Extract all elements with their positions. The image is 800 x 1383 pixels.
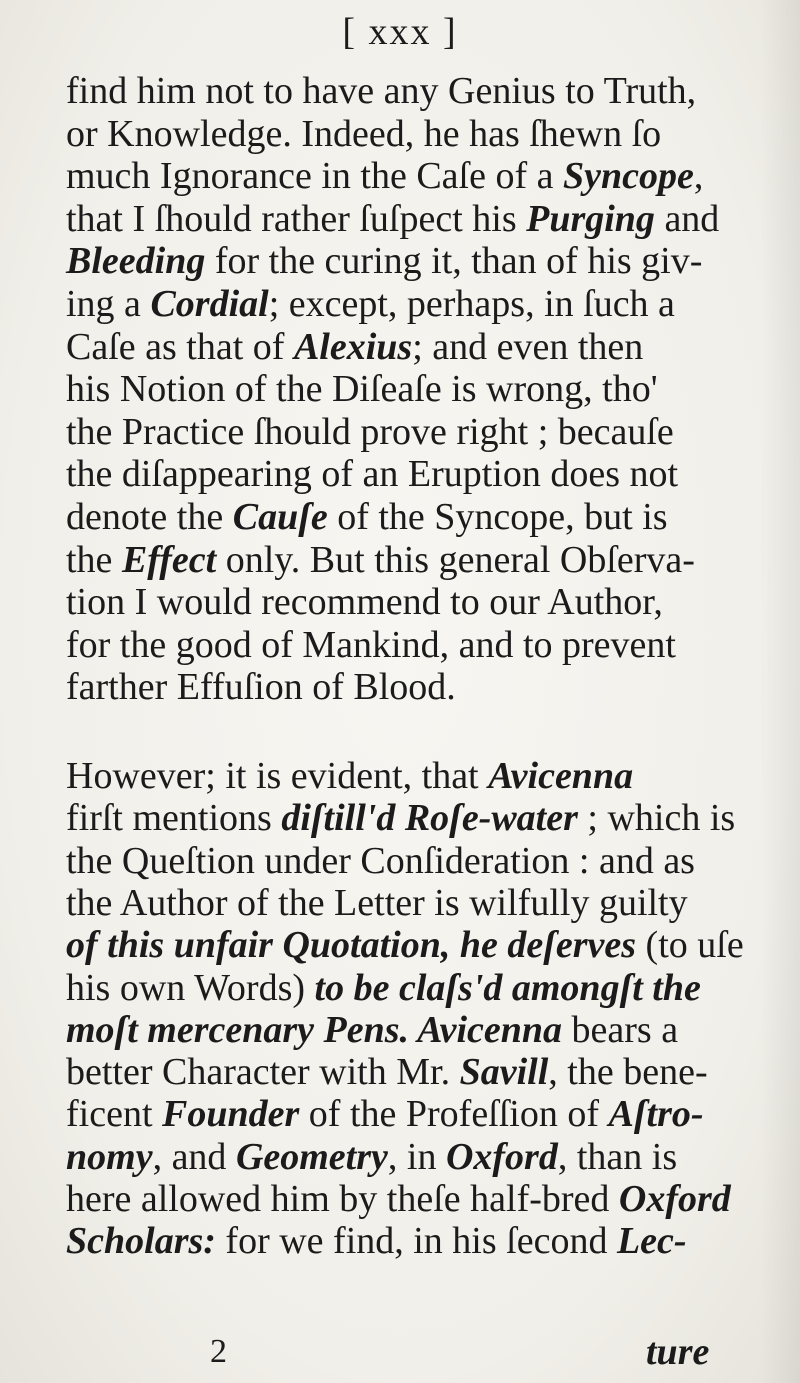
text-line: the Queſtion under Conſideration : and as [66,839,695,882]
text-line: his own Words) to be claſs'd amongſt the [66,966,701,1009]
text-line: tion I would recommend to our Author, [66,581,663,624]
page-edge-shadow [760,0,800,1383]
text-line: the diſappearing of an Eruption does not [66,453,679,496]
text-line: Caſe as that of Alexius; and even then [66,325,644,368]
text-line: farther Effuſion of Blood. [66,666,456,709]
catchword: ture [646,1331,710,1373]
text-line: ficent Founder of the Profeſſion of Aſtro- [66,1093,704,1136]
text-line: that I ſhould rather ſuſpect his Purging and [66,197,720,240]
text-line: find him not to have any Genius to Truth, [66,70,697,112]
page-footer [66,1329,786,1375]
page-number: [ xxx ] [342,11,458,53]
text-line: of this unfair Quotation, he deſerves (to uſe [66,924,744,967]
text-line: the Effect only. But this general Obſerva- [66,538,695,581]
text-line: here allowed him by theſe half-bred Oxford [66,1178,731,1220]
text-line: better Character with Mr. Savill, the bene- [66,1051,708,1094]
text-line: Bleeding for the curing it, than of his giv- [66,240,703,283]
text-line: for the good of Mankind, and to prevent [66,623,676,666]
text-line: Scholars: for we find, in his ſecond Lec- [66,1220,687,1263]
text-line: moſt mercenary Pens. Avicenna bears a [66,1008,679,1051]
text-line: his Notion of the Diſeaſe is wrong, tho' [66,368,658,411]
signature-mark: 2 [210,1333,227,1370]
text-line: However; it is evident, that Avicenna [66,755,634,797]
text-line: ing a Cordial; except, perhaps, in ſuch a [66,283,675,325]
text-line: the Author of the Letter is wilfully guilty [66,881,688,924]
text-line: much Ignorance in the Caſe of a Syncope, [66,155,704,198]
text-line: firſt mentions diſtill'd Roſe-water ; which is [66,797,736,840]
text-line: or Knowledge. Indeed, he has ſhewn ſo [66,112,662,155]
text-line: nomy, and Geometry, in Oxford, than is [66,1135,678,1178]
text-line: denote the Cauſe of the Syncope, but is [66,496,668,538]
text-line: the Practice ſhould prove right ; becauſe [66,410,674,453]
